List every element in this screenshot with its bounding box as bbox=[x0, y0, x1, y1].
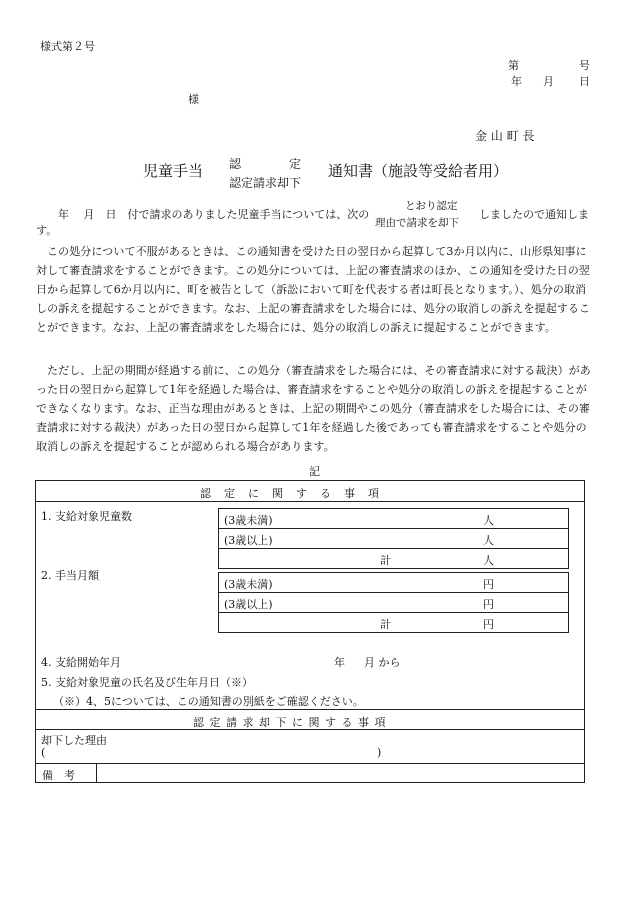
amount-under3-unit: 円 bbox=[483, 578, 494, 591]
count-under3-unit: 人 bbox=[483, 514, 494, 527]
amount-total-unit: 円 bbox=[483, 618, 494, 631]
title-kyakka: 認定請求却下 bbox=[229, 176, 302, 190]
issuer-mayor: 金 山 町 長 bbox=[475, 129, 535, 143]
count-total-unit: 人 bbox=[483, 554, 494, 567]
annex-note: （※）4、5については、この通知書の別紙をご確認ください。 bbox=[53, 695, 364, 708]
body-line1-wrap: す。 bbox=[36, 224, 58, 237]
date-day: 日 bbox=[579, 75, 590, 88]
recipient-honorific: 様 bbox=[188, 93, 199, 106]
toori-nintei: とおり認定 bbox=[405, 200, 458, 212]
appeal-paragraph: この処分について不服があるときは、この通知書を受けた日の翌日から起算して3か月以内に、山形県知事に対して審査請求をすることができます。この処分については、上記の審査請求のほか、この通知を受けた日の翌日から起算して6か月以内に、町を被告として（訴訟において町を代表する者は町長となります。）、処分の取消しの訴えを提起することができます。なお、上記の審査請求をした場合には、処分の取消しの訴えを提起することができます。なお、上記の審査請求をした場合には、処分の取消しの訴えに提起することができます。 bbox=[36, 245, 591, 334]
amount-under3-label: (3歳未満) bbox=[224, 578, 273, 591]
section2-header: 認 定 請 求 却 下 に 関 す る 事 項 bbox=[193, 716, 387, 729]
item-monthly-amount: 2. 手当月額 bbox=[41, 569, 99, 582]
count-under3-label: (3歳未満) bbox=[224, 514, 273, 527]
count-total-label: 計 bbox=[380, 554, 391, 567]
reason-paren-close: ) bbox=[377, 746, 382, 759]
divider bbox=[35, 729, 585, 730]
divider bbox=[96, 763, 97, 783]
divider bbox=[35, 709, 585, 710]
body-line1-end: しましたので通知しま bbox=[479, 208, 589, 221]
item-child-count: 1. 支給対象児童数 bbox=[41, 510, 132, 523]
deadline-paragraph: ただし、上記の期間が経過する前に、この処分（審査請求をした場合には、その審査請求に対する裁決）があった日の翌日から起算して1年を経過した場合は、審査請求をすることや処分の取消しの訴えを提起することができなくなります。なお、正当な理由があるときは、上記の期間やこの処分（審査請求をした場合には、その審査請求に対する裁決）があった日の翌日から起算して1年を経過した後であっても審査請求をすることや処分の取消しの訴えを提起することが認められる場合があります。 bbox=[36, 364, 591, 453]
number-suffix: 号 bbox=[579, 59, 590, 72]
ki-heading: 記 bbox=[309, 465, 320, 478]
remarks-label: 備 考 bbox=[42, 769, 75, 782]
divider bbox=[218, 528, 569, 529]
body-line1: 年 月 日 付で請求のありました児童手当については、次の bbox=[58, 208, 370, 221]
riyuu-kyakka: 理由で請求を却下 bbox=[375, 217, 459, 229]
item-start-month: 4. 支給開始年月 bbox=[41, 656, 121, 669]
divider bbox=[35, 763, 585, 764]
start-year-label: 年 bbox=[334, 656, 345, 669]
divider bbox=[218, 592, 569, 593]
title-prefix: 児童手当 bbox=[143, 162, 204, 180]
divider bbox=[218, 548, 569, 549]
divider bbox=[35, 501, 585, 502]
title-suffix: 通知書（施設等受給者用） bbox=[328, 162, 509, 180]
amount-over3-unit: 円 bbox=[483, 598, 494, 611]
item-child-names: 5. 支給対象児童の氏名及び生年月日（※） bbox=[41, 676, 253, 689]
reason-paren-open: ( bbox=[41, 746, 46, 759]
count-over3-unit: 人 bbox=[483, 534, 494, 547]
document-number-label: 第 bbox=[508, 59, 519, 72]
date-year: 年 bbox=[511, 75, 522, 88]
count-over3-label: (3歳以上) bbox=[224, 534, 273, 547]
date-month: 月 bbox=[543, 75, 554, 88]
title-nintei: 認 定 bbox=[229, 157, 302, 171]
section1-header: 認 定 に 関 す る 事 項 bbox=[200, 487, 380, 500]
amount-total-label: 計 bbox=[380, 618, 391, 631]
amount-over3-label: (3歳以上) bbox=[224, 598, 273, 611]
rejection-reason-label: 却下した理由 bbox=[41, 734, 107, 747]
divider bbox=[218, 612, 569, 613]
start-month-label: 月 から bbox=[364, 656, 401, 669]
form-number: 様式第２号 bbox=[40, 40, 95, 53]
